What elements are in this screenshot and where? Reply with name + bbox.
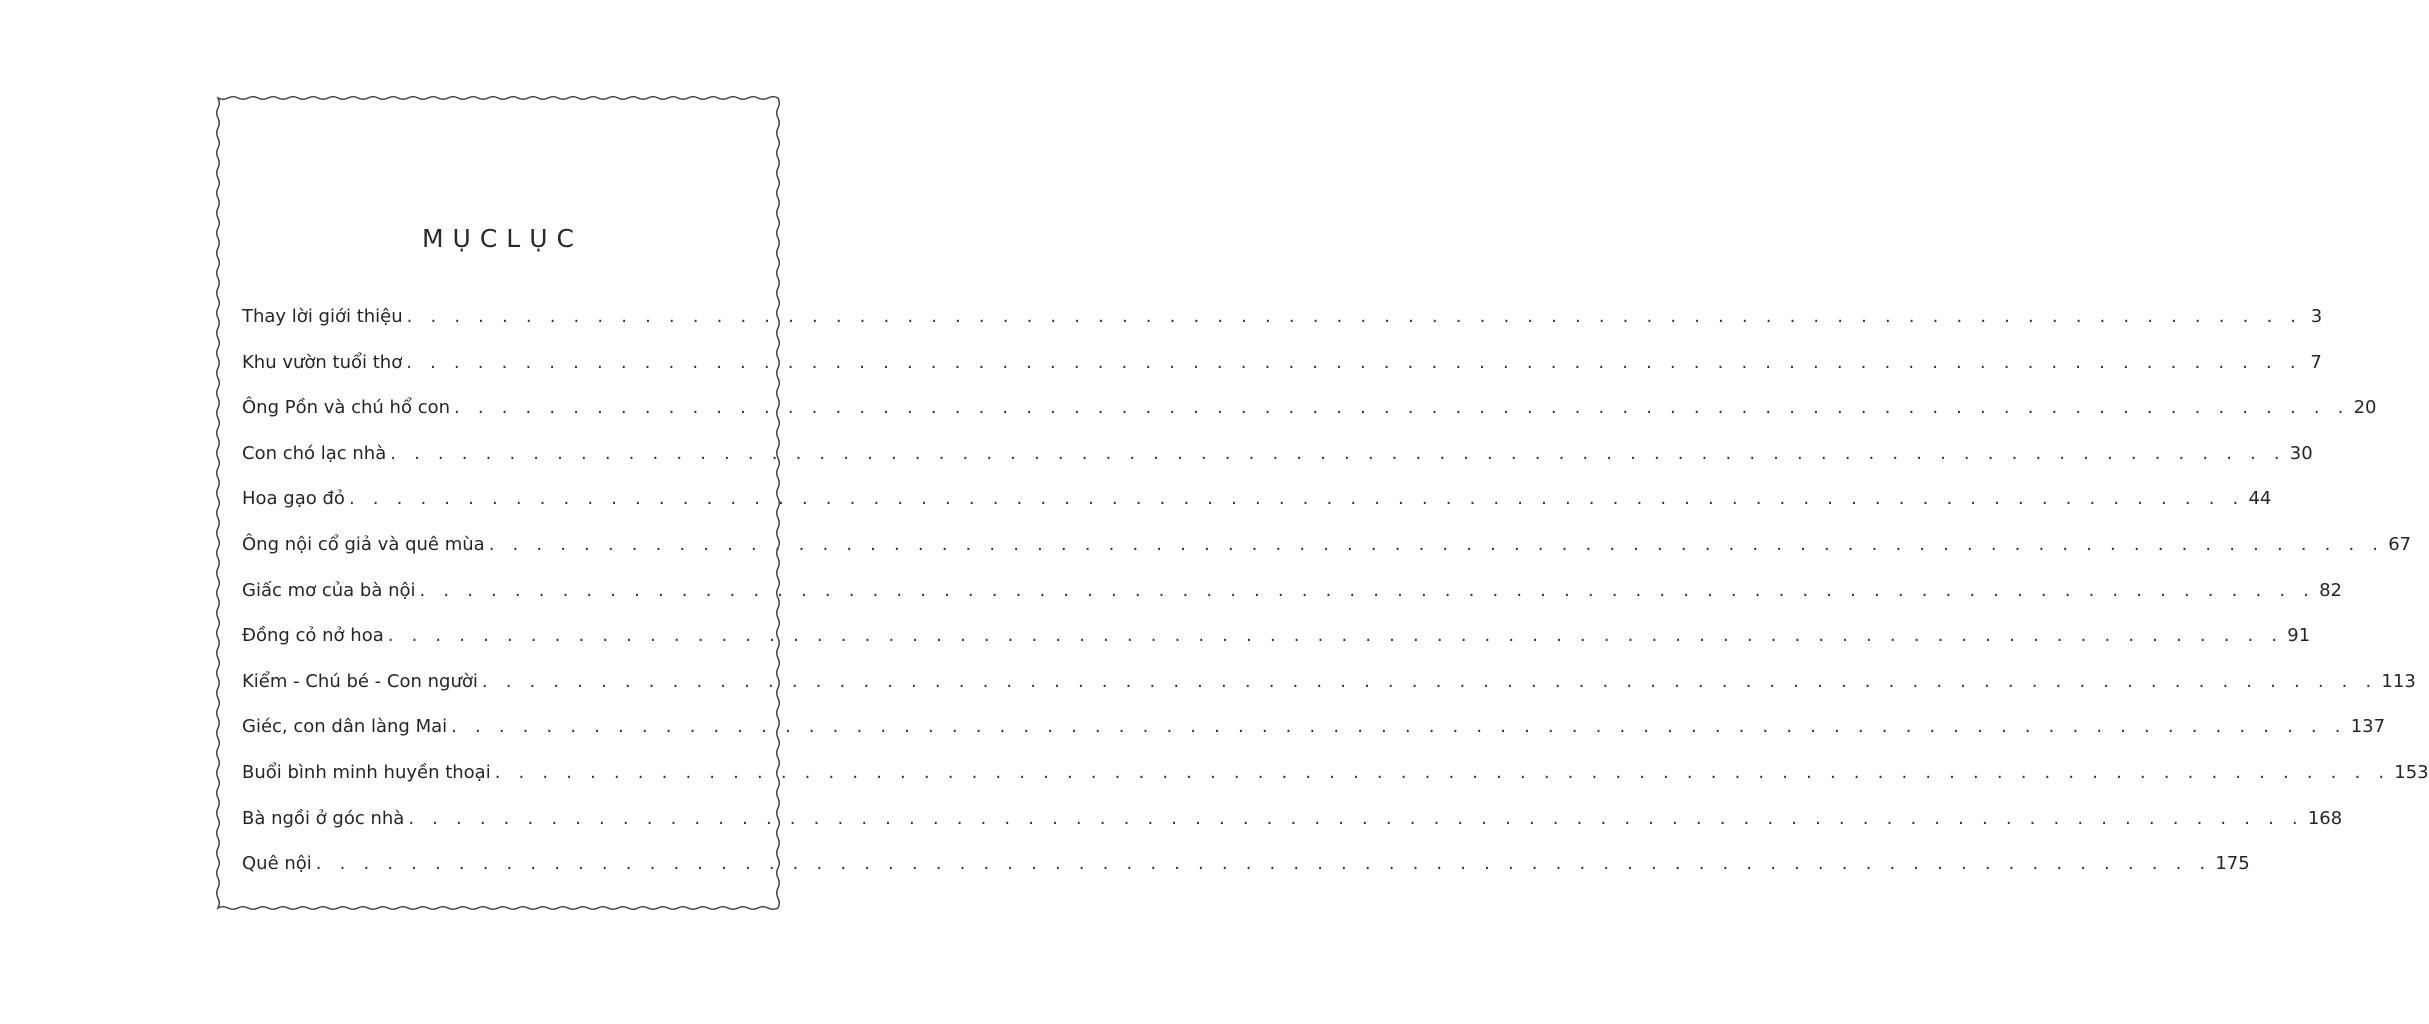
toc-entry[interactable]	[242, 488, 2272, 534]
toc-heading: MỤCLỤC	[421, 224, 583, 253]
toc-entry[interactable]	[242, 533, 2412, 580]
toc-entry-page: 67	[2388, 533, 2412, 555]
toc-leader-dots: . . . . . . . . . . . . . . . . . . . . . . . . . . . . . . . . . . . . . . . . . . . . . . . . . . . . . . . . . . . . . . . . . . . . . . . . . . . . . . . .	[390, 442, 2286, 464]
toc-entry-title: Quê nội	[242, 853, 312, 875]
toc-leader-dots: . . . . . . . . . . . . . . . . . . . . . . . . . . . . . . . . . . . . . . . . . . . . . . . . . . . . . . . . . . . . . . . . . . . . . . . . . . . . . . . .	[419, 579, 2316, 601]
toc-entry-title: Thay lời giới thiệu	[242, 306, 403, 327]
toc-list	[242, 306, 2429, 899]
toc-entry-page: 137	[2350, 716, 2386, 738]
toc-entry-page: 91	[2287, 625, 2311, 647]
toc-entry[interactable]	[242, 579, 2342, 626]
toc-entry[interactable]	[242, 397, 2377, 443]
toc-leader-dots: . . . . . . . . . . . . . . . . . . . . . . . . . . . . . . . . . . . . . . . . . . . . . . . . . . . . . . . . . . . . . . . . . . . . . . . . . . . . . . . .	[406, 351, 2302, 373]
toc-entry-title: Hoa gạo đỏ	[242, 488, 345, 510]
toc-entry-title: Đồng cỏ nở hoa	[242, 625, 384, 647]
toc-entry-page: 113	[2381, 670, 2416, 692]
toc-entry[interactable]	[242, 670, 2416, 717]
toc-entry-page: 7	[2310, 351, 2322, 373]
wavy-border-frame	[214, 94, 2429, 912]
toc-entry-page: 168	[2307, 807, 2343, 829]
toc-entry-title: Buổi bình minh huyền thoại	[242, 761, 491, 783]
toc-entry-title: Giấc mơ của bà nội	[242, 579, 416, 601]
toc-leader-dots: . . . . . . . . . . . . . . . . . . . . . . . . . . . . . . . . . . . . . . . . . . . . . . . . . . . . . . . . . . . . . . . . . . . . . . . . . . . . . . . .	[481, 670, 2378, 692]
toc-entry-page: 20	[2353, 397, 2377, 419]
toc-leader-dots: . . . . . . . . . . . . . . . . . . . . . . . . . . . . . . . . . . . . . . . . . . . . . . . . . . . . . . . . . . . . . . . . . . . . . . . . . . . . . . . .	[454, 397, 2350, 419]
toc-leader-dots: . . . . . . . . . . . . . . . . . . . . . . . . . . . . . . . . . . . . . . . . . . . . . . . . . . . . . . . . . . . . . . . . . . . . . . . . . . . . . . . .	[494, 761, 2391, 783]
toc-leader-dots: . . . . . . . . . . . . . . . . . . . . . . . . . . . . . . . . . . . . . . . . . . . . . . . . . . . . . . . . . . . . . . . . . . . . . . . . . . . . . . . .	[315, 853, 2212, 875]
toc-entry[interactable]	[242, 716, 2386, 762]
toc-leader-dots: . . . . . . . . . . . . . . . . . . . . . . . . . . . . . . . . . . . . . . . . . . . . . . . . . . . . . . . . . . . . . . . . . . . . . . . . . . . . . . . .	[387, 625, 2284, 647]
toc-entry[interactable]	[242, 853, 2250, 899]
toc-entry-title: Khu vườn tuổi thơ	[242, 351, 403, 373]
toc-entry[interactable]	[242, 442, 2313, 489]
toc-entry-page: 82	[2319, 579, 2342, 601]
toc-entry-page: 44	[2248, 488, 2272, 510]
toc-entry[interactable]	[242, 306, 2323, 352]
toc-leader-dots: . . . . . . . . . . . . . . . . . . . . . . . . . . . . . . . . . . . . . . . . . . . . . . . . . . . . . . . . . . . . . . . . . . . . . . . . . . . . . . . .	[408, 807, 2304, 829]
toc-entry-title: Con chó lạc nhà	[242, 442, 387, 464]
toc-leader-dots: . . . . . . . . . . . . . . . . . . . . . . . . . . . . . . . . . . . . . . . . . . . . . . . . . . . . . . . . . . . . . . . . . . . . . . . . . . . . . . . .	[348, 488, 2245, 510]
toc-entry-title: Ông nội cổ giả và quê mùa	[242, 533, 485, 555]
toc-entry-page: 175	[2215, 853, 2250, 875]
toc-entry-page: 3	[2310, 306, 2323, 327]
toc-entry[interactable]	[242, 761, 2429, 808]
toc-leader-dots: . . . . . . . . . . . . . . . . . . . . . . . . . . . . . . . . . . . . . . . . . . . . . . . . . . . . . . . . . . . . . . . . . . . . . . . . . . . . . . . .	[451, 716, 2347, 738]
toc-entry[interactable]	[242, 351, 2322, 398]
toc-leader-dots: . . . . . . . . . . . . . . . . . . . . . . . . . . . . . . . . . . . . . . . . . . . . . . . . . . . . . . . . . . . . . . . . . . . . . . . . . . . . . . . .	[406, 306, 2303, 327]
toc-leader-dots: . . . . . . . . . . . . . . . . . . . . . . . . . . . . . . . . . . . . . . . . . . . . . . . . . . . . . . . . . . . . . . . . . . . . . . . . . . . . . . . .	[488, 533, 2385, 555]
toc-entry-title: Bà ngồi ở góc nhà	[242, 807, 405, 829]
toc-entry-title: Ông Pồn và chú hổ con	[242, 397, 451, 419]
toc-entry-page: 153	[2394, 761, 2429, 783]
toc-entry[interactable]	[242, 625, 2311, 671]
toc-entry[interactable]	[242, 807, 2343, 854]
toc-entry-page: 30	[2289, 442, 2313, 464]
toc-entry-title: Giéc, con dân làng Mai	[242, 716, 448, 738]
toc-entry-title: Kiểm - Chú bé - Con người	[242, 670, 478, 692]
